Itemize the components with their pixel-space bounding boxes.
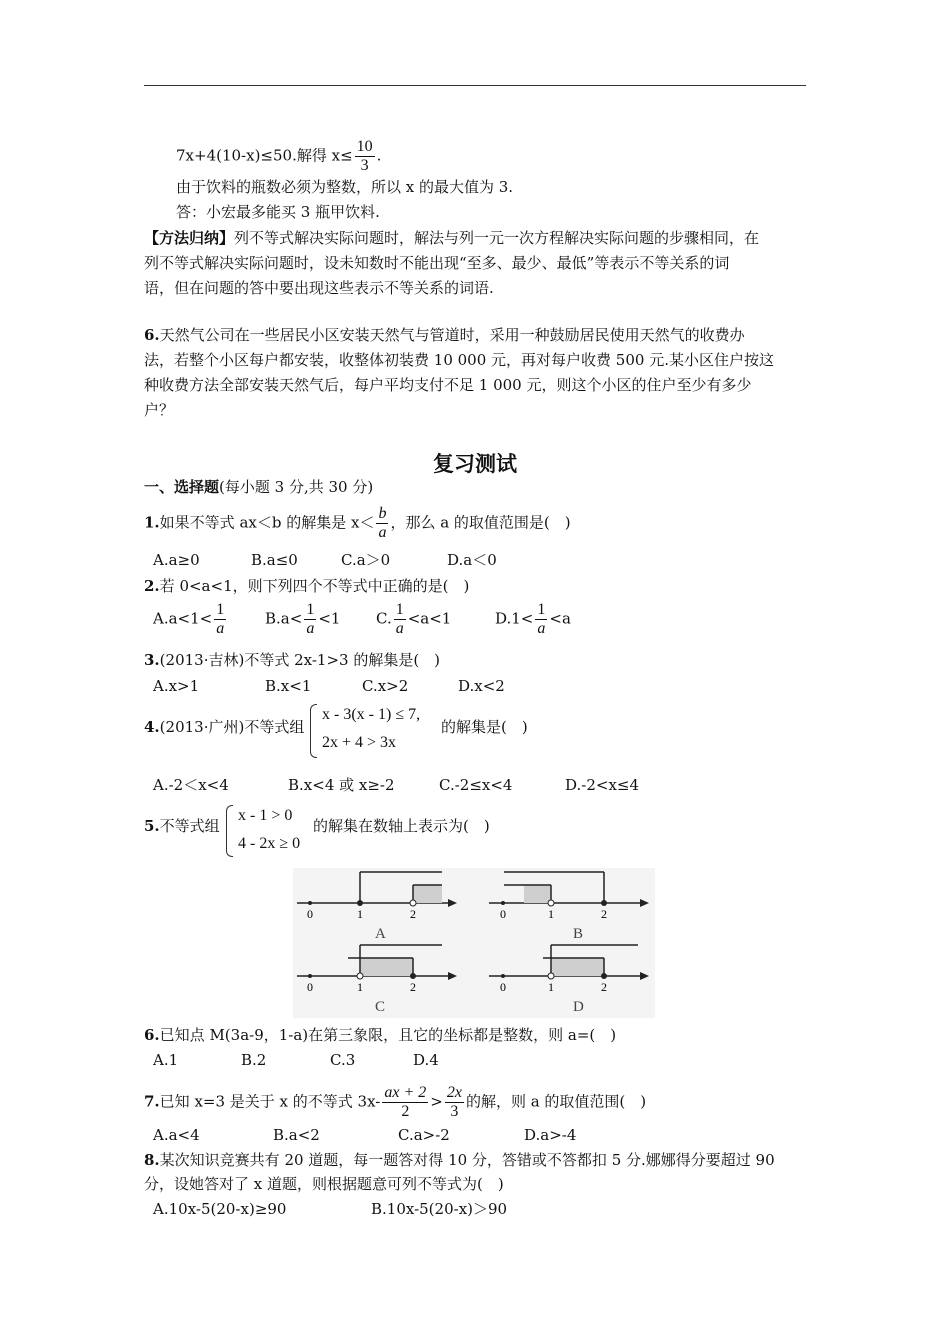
question-3: 3.(2013·吉林)不等式 2x-1>3 的解集是( )	[144, 651, 441, 669]
q3-option-b[interactable]: B.x<1	[265, 677, 312, 695]
q1-option-d[interactable]: D.a＜0	[447, 551, 497, 569]
problem6-line-2: 法，若整个小区每户都安装，收整体初装费 10 000 元，再对每户收费 500 元.某小区住户按这	[144, 351, 774, 369]
q5-system: x - 1 > 0 4 - 2x ≥ 0	[226, 805, 316, 859]
q3-option-a[interactable]: A.x>1	[153, 677, 200, 695]
section-heading: 一、选择题(每小题 3 分,共 30 分)	[144, 478, 374, 496]
q6-option-a[interactable]: A.1	[153, 1051, 179, 1069]
q7-option-b[interactable]: B.a<2	[273, 1126, 320, 1144]
q6-option-d[interactable]: D.4	[413, 1051, 439, 1069]
q5-tail: 的解集在数轴上表示为( )	[313, 817, 490, 835]
svg-text:1: 1	[548, 907, 554, 921]
review-title: 复习测试	[433, 451, 517, 476]
q4-option-c[interactable]: C.-2≤x<4	[439, 776, 513, 794]
fraction-2x-over-3: $\frac{2x}{3}$	[446, 1084, 462, 1120]
method-line-1: 【方法归纳】列不等式解决实际问题时，解法与列一元一次方程解决实际问题的步骤相同，在	[144, 229, 760, 247]
question-5: 5.不等式组	[144, 817, 220, 835]
svg-text:2: 2	[410, 980, 416, 994]
q2-option-d[interactable]: D.1< $\frac{1}{a}$ <a	[495, 601, 571, 637]
question-1: 1.如果不等式 ax＜b 的解集是 x＜ $\frac{b}{a}$ ，那么 a 的取值范围是( )	[144, 505, 571, 541]
question-6: 6.已知点 M(3a-9，1-a)在第三象限，且它的坐标都是整数，则 a=( )	[144, 1026, 617, 1044]
q2-option-a[interactable]: A.a<1< $\frac{1}{a}$	[153, 601, 225, 637]
answer-line: 答：小宏最多能买 3 瓶甲饮料.	[176, 203, 380, 221]
q3-option-d[interactable]: D.x<2	[458, 677, 505, 695]
q7-option-a[interactable]: A.a<4	[153, 1126, 200, 1144]
q4-option-d[interactable]: D.-2<x≤4	[565, 776, 640, 794]
q1-option-a[interactable]: A.a≥0	[153, 551, 200, 569]
svg-text:1: 1	[357, 980, 363, 994]
question-8-line-2: 分，设她答对了 x 道题，则根据题意可列不等式为( )	[144, 1175, 504, 1193]
problem6-line-4: 户？	[144, 401, 175, 419]
q2-option-b[interactable]: B.a< $\frac{1}{a}$ <1	[265, 601, 341, 637]
svg-text:1: 1	[548, 980, 554, 994]
svg-text:B: B	[573, 926, 584, 942]
fraction-10-3: $\frac{10}{3}$	[356, 138, 373, 174]
svg-text:A: A	[375, 926, 386, 942]
q3-option-c[interactable]: C.x>2	[362, 677, 409, 695]
q1-option-b[interactable]: B.a≤0	[251, 551, 298, 569]
q7-option-d[interactable]: D.a>-4	[524, 1126, 577, 1144]
svg-text:0: 0	[500, 907, 506, 921]
q6-option-b[interactable]: B.2	[241, 1051, 267, 1069]
q1-option-c[interactable]: C.a＞0	[341, 551, 391, 569]
number-line-figure	[293, 868, 655, 1018]
svg-text:2: 2	[601, 907, 607, 921]
q4-option-b[interactable]: B.x<4 或 x≥-2	[288, 776, 395, 794]
q8-option-b[interactable]: B.10x-5(20-x)＞90	[371, 1200, 508, 1218]
q4-option-a[interactable]: A.-2＜x<4	[153, 776, 229, 794]
svg-text:0: 0	[500, 980, 506, 994]
method-line-2: 列不等式解决实际问题时，设未知数时不能出现“至多、最少、最低”等表示不等关系的词	[144, 254, 730, 272]
solution-line-2: 由于饮料的瓶数必须为整数，所以 x 的最大值为 3.	[176, 178, 514, 196]
question-4: 4.(2013·广州)不等式组	[144, 718, 305, 736]
method-line-3: 语，但在问题的答中要出现这些表示不等关系的词语.	[144, 279, 494, 297]
question-8-line-1: 8.某次知识竞赛共有 20 道题，每一题答对得 10 分，答错或不答都扣 5 分.娜娜得分要超过 90	[144, 1151, 775, 1169]
q4-system: x - 3(x - 1) ≤ 7, 2x + 4 > 3x	[310, 704, 445, 760]
svg-text:D: D	[573, 999, 584, 1015]
question-7: 7.已知 x=3 是关于 x 的不等式 3x- $\frac{ax + 2}{2}$ > $\frac{2x}{3}$ 的解，则 a 的取值范围( )	[144, 1084, 647, 1120]
header-rule	[144, 85, 806, 86]
svg-text:0: 0	[307, 980, 313, 994]
problem6-line-3: 种收费方法全部安装天然气后，每户平均支付不足 1 000 元，则这个小区的住户至少有多少	[144, 376, 752, 394]
problem6-line-1: 6.天然气公司在一些居民小区安装天然气与管道时，采用一种鼓励居民使用天然气的收费办	[144, 326, 745, 344]
svg-text:2: 2	[410, 907, 416, 921]
solution-line-1: 7x+4(10-x)≤50.解得 x≤ $\frac{10}{3}$ .	[176, 138, 382, 174]
q6-option-c[interactable]: C.3	[330, 1051, 356, 1069]
question-2: 2.若 0<a<1，则下列四个不等式中正确的是( )	[144, 577, 470, 595]
q8-option-a[interactable]: A.10x-5(20-x)≥90	[153, 1200, 287, 1218]
fraction-b-a: $\frac{b}{a}$	[378, 505, 387, 541]
svg-text:2: 2	[601, 980, 607, 994]
svg-text:C: C	[375, 999, 386, 1015]
fraction-ax-plus-2-over-2: $\frac{ax + 2}{2}$	[384, 1084, 427, 1120]
svg-text:0: 0	[307, 907, 313, 921]
q4-tail: 的解集是( )	[441, 718, 528, 736]
q7-option-c[interactable]: C.a>-2	[398, 1126, 450, 1144]
svg-text:1: 1	[357, 907, 363, 921]
q2-option-c[interactable]: C. $\frac{1}{a}$ <a<1	[376, 601, 452, 637]
